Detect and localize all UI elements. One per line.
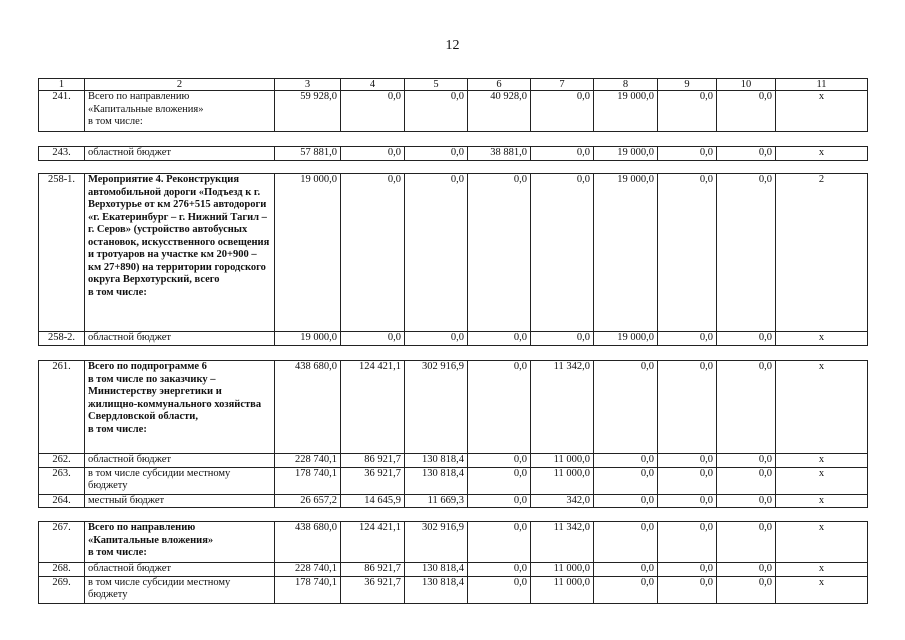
value-cell: 0,0 bbox=[531, 332, 594, 346]
value-cell: 124 421,1 bbox=[341, 522, 405, 563]
value-cell: 0,0 bbox=[531, 147, 594, 161]
value-cell: 11 000,0 bbox=[531, 563, 594, 577]
table-block bbox=[38, 90, 868, 132]
value-cell: 0,0 bbox=[658, 494, 717, 508]
value-cell: 0,0 bbox=[717, 332, 776, 346]
value-cell: 0,0 bbox=[531, 91, 594, 132]
value-cell: 178 740,1 bbox=[275, 576, 341, 603]
value-cell: 19 000,0 bbox=[594, 174, 658, 332]
row-number: 243. bbox=[39, 147, 85, 161]
value-cell: 57 881,0 bbox=[275, 147, 341, 161]
value-cell: 19 000,0 bbox=[594, 332, 658, 346]
table-row bbox=[39, 467, 868, 494]
value-cell: 0,0 bbox=[658, 147, 717, 161]
value-cell: 0,0 bbox=[658, 522, 717, 563]
header-cell: 4 bbox=[341, 79, 405, 91]
value-cell: 0,0 bbox=[594, 361, 658, 454]
value-cell: 36 921,7 bbox=[341, 467, 405, 494]
note-cell: 2 bbox=[776, 174, 868, 332]
value-cell: 0,0 bbox=[717, 361, 776, 454]
row-name: в том числе субсидии местному бюджету bbox=[85, 576, 275, 603]
table-block bbox=[38, 146, 868, 161]
value-cell: 11 342,0 bbox=[531, 361, 594, 454]
row-name: Всего по направлению «Капитальные вложения» в том числе: bbox=[85, 522, 275, 563]
note-cell: х bbox=[776, 91, 868, 132]
table-block bbox=[38, 360, 868, 508]
table-row bbox=[39, 576, 868, 603]
value-cell: 14 645,9 bbox=[341, 494, 405, 508]
table-row bbox=[39, 174, 868, 332]
row-name: областной бюджет bbox=[85, 454, 275, 468]
value-cell: 0,0 bbox=[468, 361, 531, 454]
value-cell: 0,0 bbox=[658, 361, 717, 454]
value-cell: 19 000,0 bbox=[594, 147, 658, 161]
value-cell: 0,0 bbox=[468, 454, 531, 468]
value-cell: 0,0 bbox=[405, 174, 468, 332]
value-cell: 0,0 bbox=[468, 576, 531, 603]
value-cell: 11 000,0 bbox=[531, 454, 594, 468]
value-cell: 19 000,0 bbox=[275, 332, 341, 346]
value-cell: 438 680,0 bbox=[275, 361, 341, 454]
row-number: 261. bbox=[39, 361, 85, 454]
value-cell: 0,0 bbox=[658, 91, 717, 132]
value-cell: 0,0 bbox=[468, 174, 531, 332]
row-name: Всего по направлению «Капитальные вложения» в том числе: bbox=[85, 91, 275, 132]
row-name: в том числе субсидии местному бюджету bbox=[85, 467, 275, 494]
table-block bbox=[38, 521, 868, 604]
value-cell: 0,0 bbox=[717, 576, 776, 603]
value-cell: 0,0 bbox=[594, 563, 658, 577]
value-cell: 0,0 bbox=[717, 494, 776, 508]
value-cell: 0,0 bbox=[658, 467, 717, 494]
row-name: областной бюджет bbox=[85, 147, 275, 161]
value-cell: 130 818,4 bbox=[405, 454, 468, 468]
value-cell: 0,0 bbox=[717, 174, 776, 332]
row-number: 269. bbox=[39, 576, 85, 603]
value-cell: 11 669,3 bbox=[405, 494, 468, 508]
table-row bbox=[39, 563, 868, 577]
note-cell: х bbox=[776, 522, 868, 563]
note-cell: х bbox=[776, 576, 868, 603]
table-block bbox=[38, 173, 868, 346]
note-cell: х bbox=[776, 467, 868, 494]
table-row bbox=[39, 332, 868, 346]
row-number: 258-2. bbox=[39, 332, 85, 346]
header-cell: 11 bbox=[776, 79, 868, 91]
value-cell: 0,0 bbox=[341, 174, 405, 332]
value-cell: 342,0 bbox=[531, 494, 594, 508]
table-row bbox=[39, 454, 868, 468]
value-cell: 0,0 bbox=[658, 563, 717, 577]
value-cell: 36 921,7 bbox=[341, 576, 405, 603]
value-cell: 438 680,0 bbox=[275, 522, 341, 563]
value-cell: 0,0 bbox=[468, 494, 531, 508]
value-cell: 38 881,0 bbox=[468, 147, 531, 161]
header-cell: 8 bbox=[594, 79, 658, 91]
value-cell: 0,0 bbox=[658, 332, 717, 346]
note-cell: х bbox=[776, 563, 868, 577]
value-cell: 130 818,4 bbox=[405, 563, 468, 577]
value-cell: 11 342,0 bbox=[531, 522, 594, 563]
value-cell: 59 928,0 bbox=[275, 91, 341, 132]
value-cell: 0,0 bbox=[405, 332, 468, 346]
value-cell: 0,0 bbox=[468, 467, 531, 494]
value-cell: 0,0 bbox=[717, 91, 776, 132]
value-cell: 130 818,4 bbox=[405, 467, 468, 494]
table-row bbox=[39, 91, 868, 132]
value-cell: 302 916,9 bbox=[405, 361, 468, 454]
note-cell: х bbox=[776, 454, 868, 468]
value-cell: 0,0 bbox=[341, 147, 405, 161]
value-cell: 0,0 bbox=[468, 522, 531, 563]
value-cell: 26 657,2 bbox=[275, 494, 341, 508]
header-cell: 3 bbox=[275, 79, 341, 91]
value-cell: 40 928,0 bbox=[468, 91, 531, 132]
header-cell: 6 bbox=[468, 79, 531, 91]
row-name: местный бюджет bbox=[85, 494, 275, 508]
value-cell: 0,0 bbox=[531, 174, 594, 332]
value-cell: 0,0 bbox=[658, 174, 717, 332]
value-cell: 0,0 bbox=[468, 332, 531, 346]
row-number: 241. bbox=[39, 91, 85, 132]
value-cell: 0,0 bbox=[717, 454, 776, 468]
row-number: 258-1. bbox=[39, 174, 85, 332]
value-cell: 0,0 bbox=[594, 494, 658, 508]
value-cell: 11 000,0 bbox=[531, 576, 594, 603]
note-cell: х bbox=[776, 361, 868, 454]
row-number: 263. bbox=[39, 467, 85, 494]
page-number: 12 bbox=[445, 38, 460, 53]
row-name: Всего по подпрограмме 6 в том числе по заказчику – Министерству энергетики и жилищно-коммунального хозяйства Свердловской области, в том числе: bbox=[85, 361, 275, 454]
value-cell: 86 921,7 bbox=[341, 454, 405, 468]
value-cell: 0,0 bbox=[717, 467, 776, 494]
value-cell: 0,0 bbox=[658, 576, 717, 603]
row-name: областной бюджет bbox=[85, 332, 275, 346]
table-row bbox=[39, 361, 868, 454]
value-cell: 86 921,7 bbox=[341, 563, 405, 577]
value-cell: 0,0 bbox=[717, 522, 776, 563]
value-cell: 0,0 bbox=[594, 522, 658, 563]
header-cell: 7 bbox=[531, 79, 594, 91]
header-cell: 1 bbox=[39, 79, 85, 91]
table-row bbox=[39, 494, 868, 508]
value-cell: 0,0 bbox=[405, 147, 468, 161]
value-cell: 302 916,9 bbox=[405, 522, 468, 563]
row-number: 264. bbox=[39, 494, 85, 508]
value-cell: 19 000,0 bbox=[594, 91, 658, 132]
value-cell: 0,0 bbox=[594, 454, 658, 468]
table-row bbox=[39, 522, 868, 563]
header-cell: 10 bbox=[717, 79, 776, 91]
value-cell: 178 740,1 bbox=[275, 467, 341, 494]
row-number: 268. bbox=[39, 563, 85, 577]
value-cell: 0,0 bbox=[468, 563, 531, 577]
header-cell: 5 bbox=[405, 79, 468, 91]
row-name: Мероприятие 4. Реконструкция автомобильной дороги «Подъезд к г. Верхотурье от км 276+515 автодороги «г. Екатеринбург – г. Нижний Тагил – г. Серов» (устройство автобусных остановок, искусственного освещения и тротуаров на участке км 20+900 – км 27+890) на территории городского округа Верхотурский, всего в том числе: bbox=[85, 174, 275, 332]
value-cell: 228 740,1 bbox=[275, 454, 341, 468]
value-cell: 228 740,1 bbox=[275, 563, 341, 577]
value-cell: 124 421,1 bbox=[341, 361, 405, 454]
value-cell: 19 000,0 bbox=[275, 174, 341, 332]
value-cell: 0,0 bbox=[405, 91, 468, 132]
value-cell: 0,0 bbox=[341, 332, 405, 346]
value-cell: 0,0 bbox=[341, 91, 405, 132]
value-cell: 11 000,0 bbox=[531, 467, 594, 494]
header-cell: 2 bbox=[85, 79, 275, 91]
table-row bbox=[39, 147, 868, 161]
value-cell: 0,0 bbox=[594, 467, 658, 494]
row-number: 262. bbox=[39, 454, 85, 468]
row-name: областной бюджет bbox=[85, 563, 275, 577]
note-cell: х bbox=[776, 332, 868, 346]
row-number: 267. bbox=[39, 522, 85, 563]
value-cell: 0,0 bbox=[717, 563, 776, 577]
value-cell: 0,0 bbox=[717, 147, 776, 161]
note-cell: х bbox=[776, 147, 868, 161]
value-cell: 0,0 bbox=[658, 454, 717, 468]
value-cell: 130 818,4 bbox=[405, 576, 468, 603]
value-cell: 0,0 bbox=[594, 576, 658, 603]
header-cell: 9 bbox=[658, 79, 717, 91]
note-cell: х bbox=[776, 494, 868, 508]
